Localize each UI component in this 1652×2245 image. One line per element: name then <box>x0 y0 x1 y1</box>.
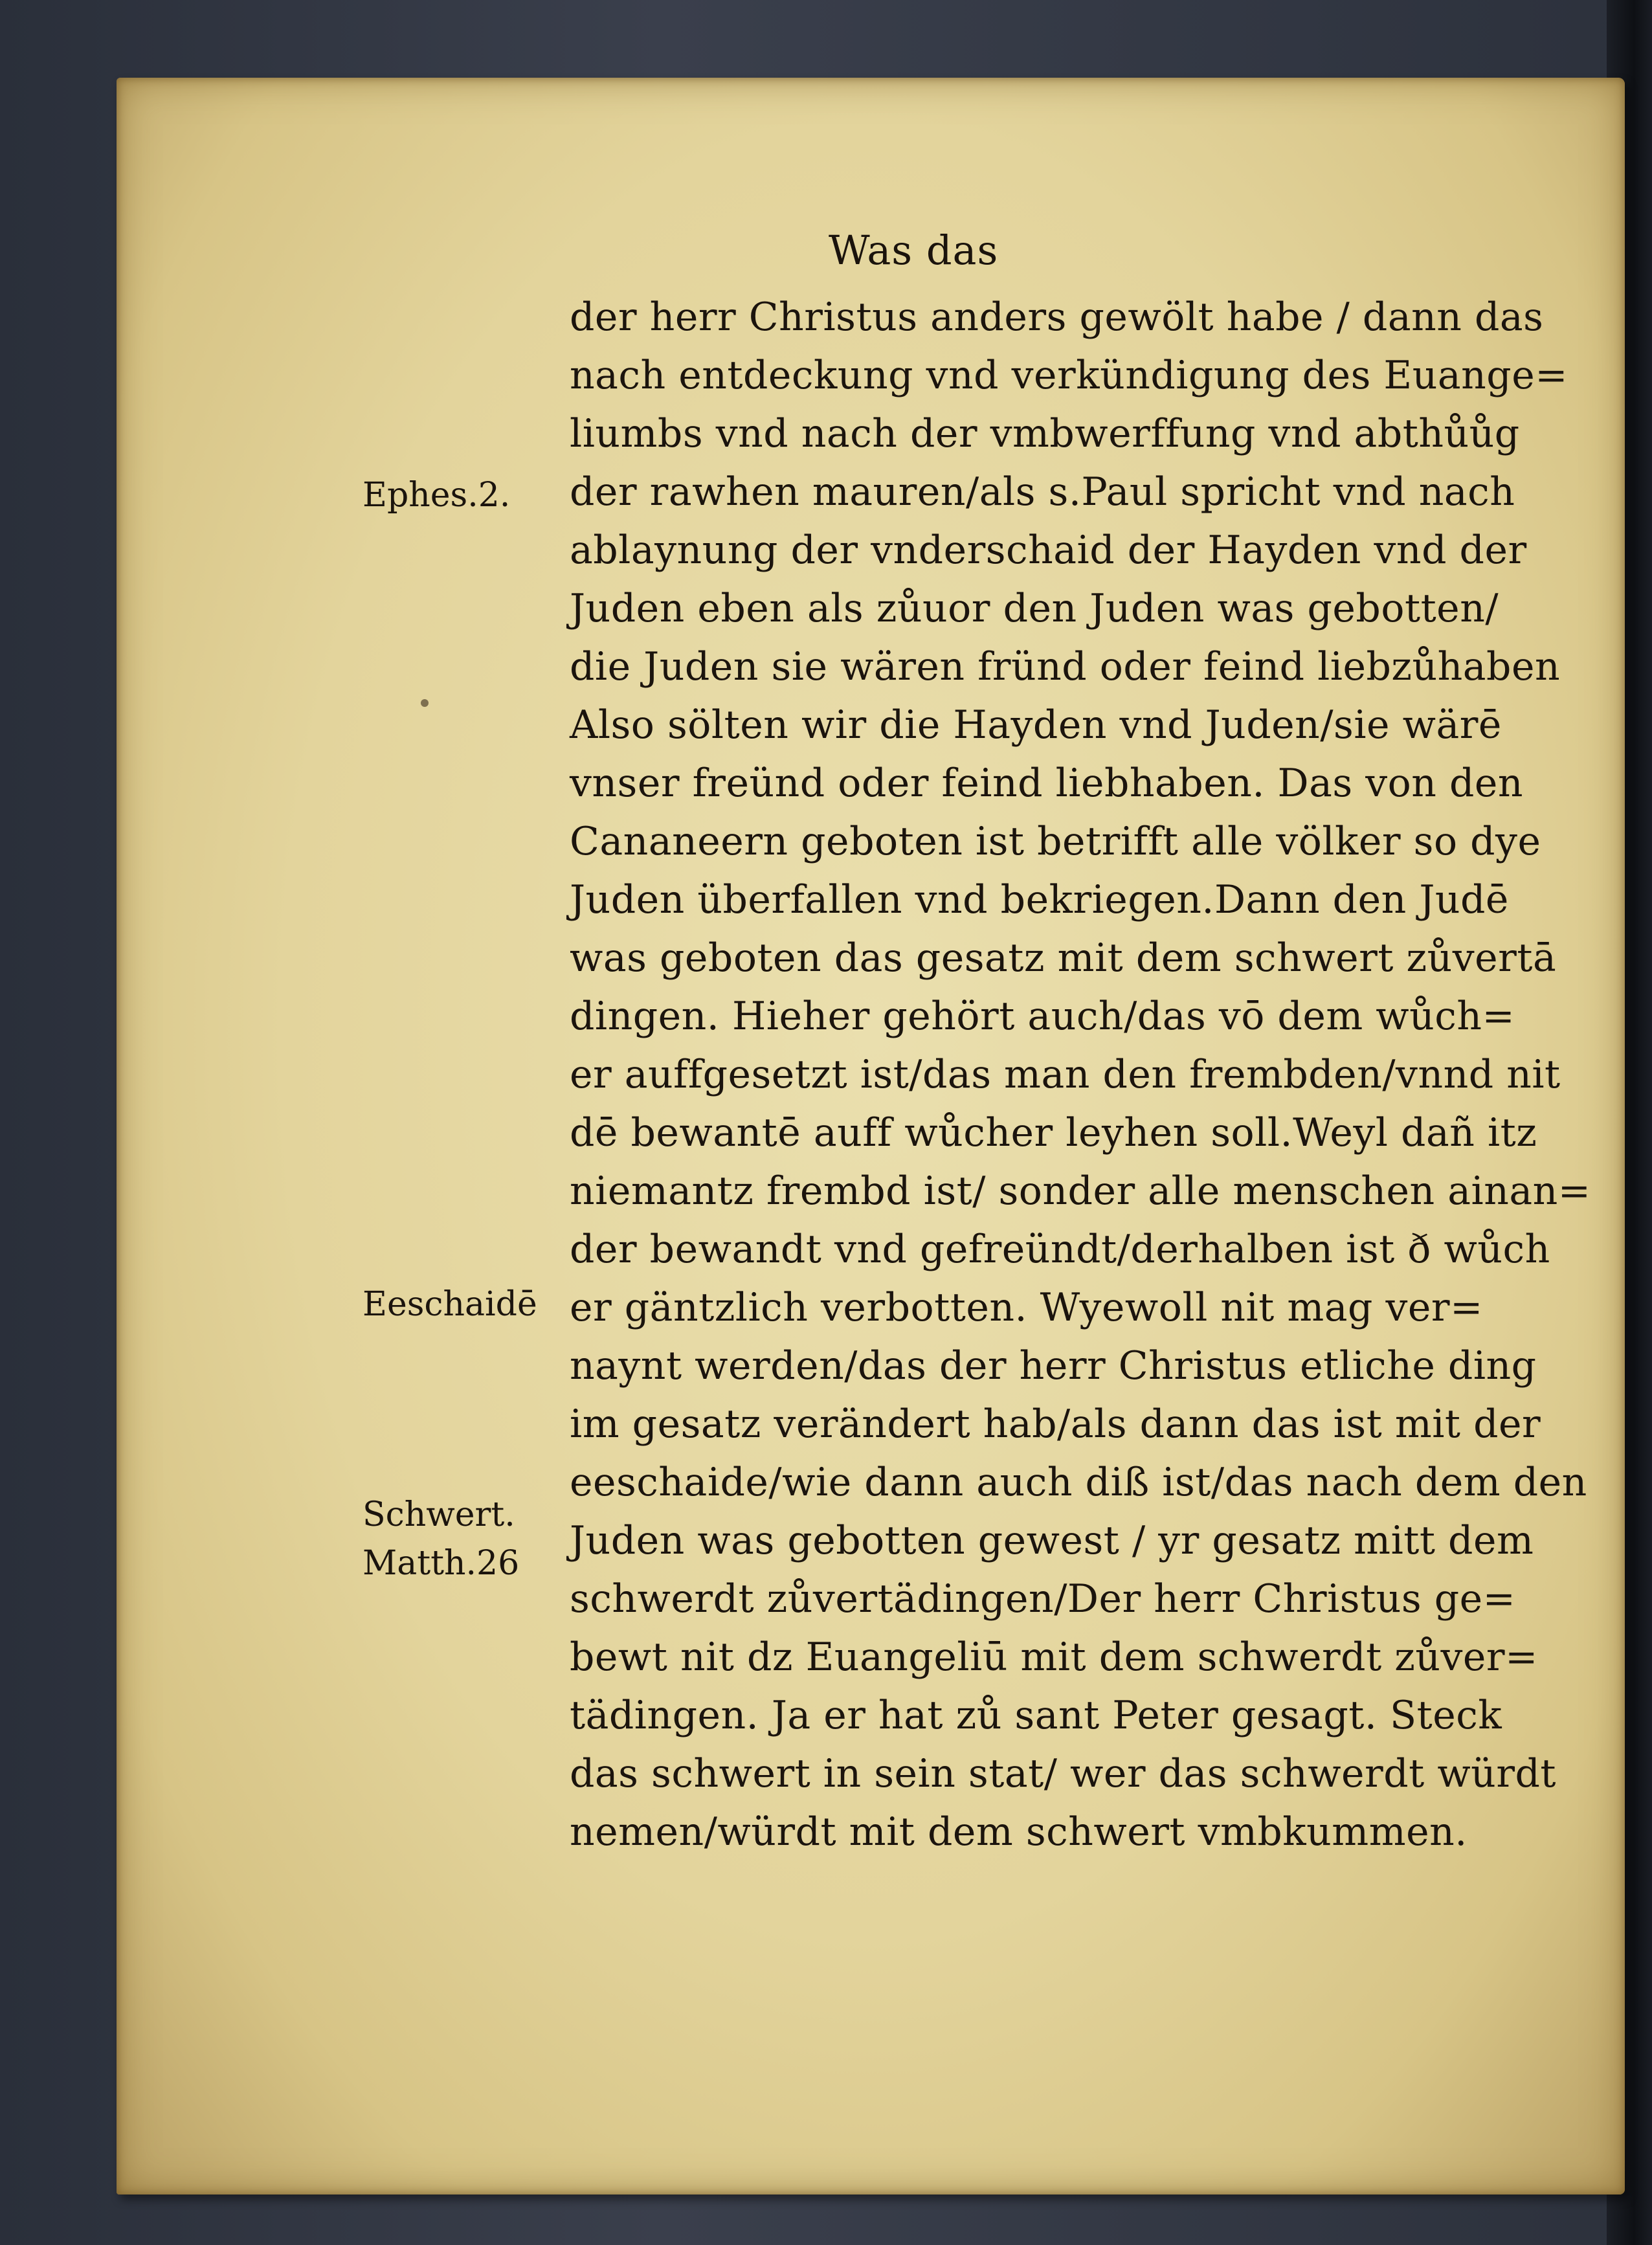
text-line: der herr Christus anders gewölt habe / dann das <box>570 295 1544 340</box>
text-line: er gäntzlich verbotten. Wyewoll nit mag ver= <box>570 1285 1483 1330</box>
text-line: dē bewantē auff wůcher leyhen soll.Weyl dañ itz <box>570 1110 1537 1156</box>
margin-note-schwert: Schwert. <box>363 1495 515 1534</box>
text-line: schwerdt zůvertädingen/Der herr Christus ge= <box>570 1576 1516 1622</box>
text-line: Juden was gebotten gewest / yr gesatz mitt dem <box>570 1518 1534 1563</box>
text-line: dingen. Hieher gehört auch/das vō dem wůch= <box>570 994 1515 1039</box>
text-line: nemen/würdt mit dem schwert vmbkummen. <box>570 1809 1468 1855</box>
running-head: Was das <box>829 227 999 274</box>
text-line: nach entdeckung vnd verkündigung des Euange= <box>570 353 1568 398</box>
text-line: bewt nit dz Euangeliū mit dem schwerdt zůver= <box>570 1635 1538 1680</box>
text-line: ablaynung der vnderschaid der Hayden vnd der <box>570 528 1527 573</box>
text-line: naynt werden/das der herr Christus etliche ding <box>570 1343 1537 1389</box>
text-line: Also sölten wir die Hayden vnd Juden/sie wärē <box>570 702 1502 748</box>
text-line: er auffgesetzt ist/das man den frembden/vnnd nit <box>570 1052 1561 1097</box>
text-line: im gesatz verändert hab/als dann das ist mit der <box>570 1402 1541 1447</box>
text-line: das schwert in sein stat/ wer das schwerdt würdt <box>570 1751 1557 1796</box>
text-line: Cananeern geboten ist betrifft alle völker so dye <box>570 819 1541 864</box>
text-line: die Juden sie wären fründ oder feind liebzůhaben <box>570 644 1561 689</box>
text-line: der bewandt vnd gefreündt/derhalben ist ð wůch <box>570 1227 1550 1272</box>
ink-spot <box>421 699 429 707</box>
text-line: Juden eben als zůuor den Juden was gebotten/ <box>570 586 1499 631</box>
text-line: eeschaide/wie dann auch diß ist/das nach dem den <box>570 1460 1587 1505</box>
margin-note-matth: Matth.26 <box>363 1544 520 1583</box>
text-line: vnser freünd oder feind liebhaben. Das von den <box>570 761 1524 806</box>
text-line: niemantz frembd ist/ sonder alle menschen ainan= <box>570 1168 1591 1214</box>
text-line: was geboten das gesatz mit dem schwert zůvertā <box>570 935 1557 981</box>
text-line: der rawhen mauren/als s.Paul spricht vnd nach <box>570 469 1515 515</box>
text-line: liumbs vnd nach der vmbwerffung vnd abthůůg <box>570 411 1520 456</box>
text-line: Juden überfallen vnd bekriegen.Dann den Judē <box>570 877 1509 922</box>
margin-note-ephes: Ephes.2. <box>363 476 511 515</box>
margin-note-eeschaide: Eeschaidē <box>363 1285 537 1324</box>
text-line: tädingen. Ja er hat zů sant Peter gesagt. Steck <box>570 1693 1502 1738</box>
